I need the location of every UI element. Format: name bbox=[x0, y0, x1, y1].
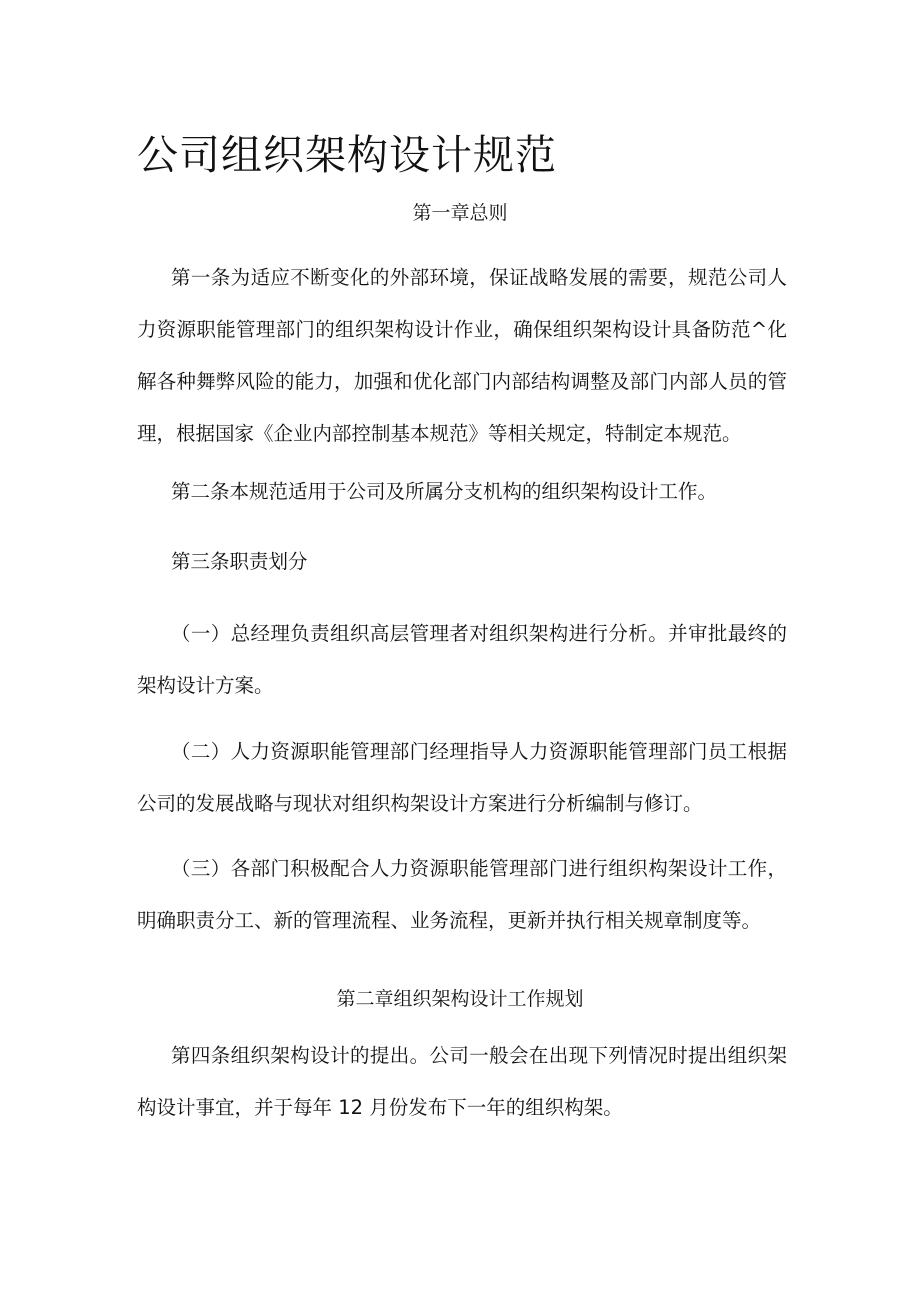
article-3-item-1: （一）总经理负责组织高层管理者对组织架构进行分析。并审批最终的架构设计方案。 bbox=[137, 622, 787, 697]
article-3-item-3: （三）各部门积极配合人力资源职能管理部门进行组织构架设计工作，明确职责分工、新的管理流程、业务流程，更新并执行相关规章制度等。 bbox=[137, 857, 787, 932]
article-3-item-2: （二）人力资源职能管理部门经理指导人力资源职能管理部门员工根据公司的发展战略与现状对组织构架设计方案进行分析编制与修订。 bbox=[137, 740, 787, 815]
article-1-paragraph: 第一条为适应不断变化的外部环境，保证战略发展的需要，规范公司人力资源职能管理部门的组织架构设计作业，确保组织架构设计具备防范^化解各种舞弊风险的能力，加强和优化部门内部结构调整及部门内部人员的管理，根据国家《企业内部控制基本规范》等相关规定，特制定本规范。 bbox=[137, 266, 787, 445]
article-3-heading: 第三条职责划分 bbox=[171, 550, 308, 573]
document-title: 公司组织架构设计规范 bbox=[137, 131, 557, 179]
article-4-paragraph: 第四条组织架构设计的提出。公司一般会在出现下列情况时提出组织架构设计事宜，并于每年 12 月份发布下一年的组织构架。 bbox=[137, 1044, 787, 1119]
article-2-paragraph: 第二条本规范适用于公司及所属分支机构的组织架构设计工作。 bbox=[171, 480, 718, 503]
chapter-1-heading: 第一章总则 bbox=[412, 202, 508, 224]
chapter-2-heading: 第二章组织架构设计工作规划 bbox=[336, 988, 584, 1010]
